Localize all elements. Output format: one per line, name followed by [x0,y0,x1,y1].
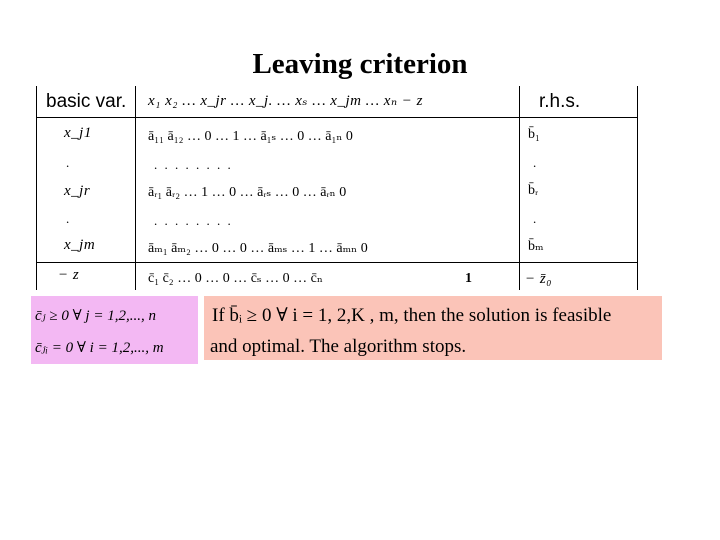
row-4-rhs-dots: . [533,211,539,226]
basic-var-minus-z: − z [58,267,80,283]
condition-reduced-costs: c̄ⱼ ≥ 0 ∀ j = 1,2,..., n [35,308,156,324]
objective-divider [36,262,638,263]
optimality-conditions-box [31,296,198,364]
objective-coefficients: c̄₁ c̄₂ … 0 … 0 … c̄ₛ … 0 … c̄ₙ [148,271,323,286]
row-5-coefficients: āₘ₁ āₘ₂ … 0 … 0 … āₘₛ … 1 … āₘₙ 0 [148,241,368,256]
row-2-basic-dots: . [66,155,72,170]
basic-var-xj1: x_j1 [64,125,92,141]
row-4-basic-dots: . [66,211,72,226]
row-1-rhs: b̄₁ [528,127,540,142]
header-divider [36,117,638,118]
simplex-tableau [36,86,638,290]
row-3-rhs: b̄ᵣ [528,183,539,198]
row-1-coefficients: ā₁₁ ā₁₂ … 0 … 1 … ā₁ₛ … 0 … ā₁ₙ 0 [148,129,353,144]
header-rhs: r.h.s. [539,91,581,112]
row-2-rhs-dots: . [533,155,539,170]
row-2-dots: . . . . . . . . [154,157,233,172]
stopping-rule-box [204,296,662,360]
header-variables: x₁ x₂ … x_jr … x_j. … xₛ … x_jm … xₙ − z [148,93,423,109]
condition-basic-costs: c̄ⱼᵢ = 0 ∀ i = 1,2,..., m [35,340,164,356]
row-5-rhs: b̄ₘ [528,239,544,254]
row-4-dots: . . . . . . . . [154,213,233,228]
basic-var-xjr: x_jr [64,183,91,199]
objective-z-coefficient: 1 [465,271,472,286]
header-basic-var: basic var. [46,91,127,112]
stopping-rule-line-1: If b̄ᵢ ≥ 0 ∀ i = 1, 2,K , m, then the solution is feasible [212,305,612,326]
stopping-rule-line-2: and optimal. The algorithm stops. [210,336,467,357]
objective-rhs: − z̄₀ [525,271,552,287]
row-3-coefficients: āᵣ₁ āᵣ₂ … 1 … 0 … āᵣₛ … 0 … āᵣₙ 0 [148,185,347,200]
basic-var-xjm: x_jm [64,237,96,253]
slide-title: Leaving criterion [252,48,468,80]
